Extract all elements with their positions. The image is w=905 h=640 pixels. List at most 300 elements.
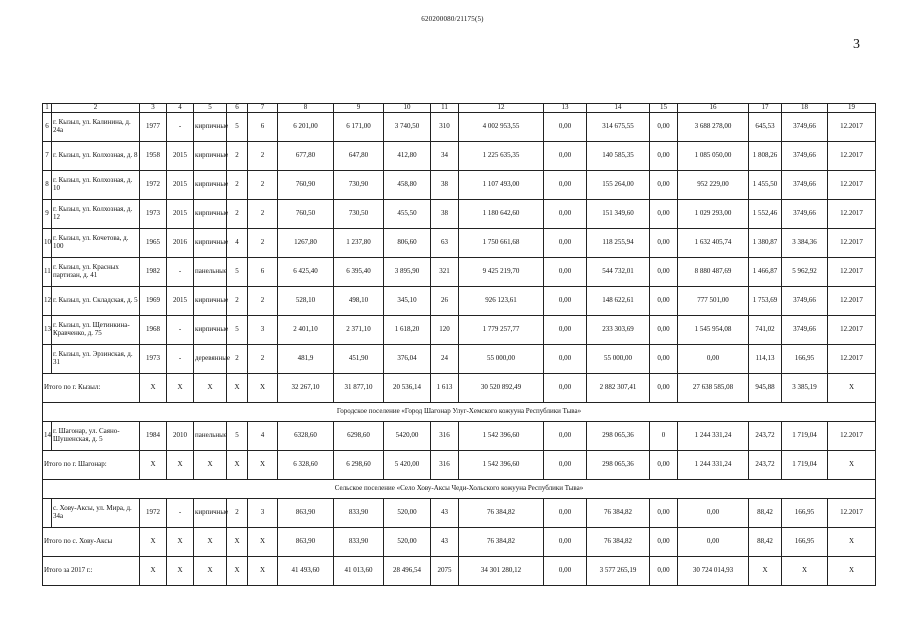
page-number: 3 xyxy=(853,37,860,52)
total-cell: 6 298,60 xyxy=(334,451,384,480)
column-number: 5 xyxy=(194,104,227,113)
table-cell: 1 085 050,00 xyxy=(678,142,749,171)
table-cell: 481,9 xyxy=(278,345,334,374)
total-cell: 3 385,19 xyxy=(782,374,828,403)
table-cell: 0,00 xyxy=(544,200,587,229)
table-cell: 2 xyxy=(227,142,248,171)
total-cell: 76 384,82 xyxy=(587,528,650,557)
address-cell: г. Кызыл, ул. Калинина, д. 24а xyxy=(52,113,140,142)
housing-table xyxy=(42,103,876,586)
total-cell: 0,00 xyxy=(650,557,678,586)
table-cell: 455,50 xyxy=(384,200,431,229)
table-row xyxy=(43,258,876,287)
table-cell: 1972 xyxy=(140,171,167,200)
total-cell: X xyxy=(167,557,194,586)
total-cell: 0,00 xyxy=(650,528,678,557)
table-cell: 148 622,61 xyxy=(587,287,650,316)
row-number: 10 xyxy=(43,229,52,258)
total-cell: X xyxy=(248,374,278,403)
table-cell: 2 xyxy=(227,171,248,200)
total-cell: 0,00 xyxy=(544,528,587,557)
table-cell: 1 107 493,00 xyxy=(459,171,544,200)
table-cell: 2010 xyxy=(167,422,194,451)
table-cell: 0,00 xyxy=(544,422,587,451)
table-cell: 316 xyxy=(431,422,459,451)
table-cell: 1 753,69 xyxy=(749,287,782,316)
table-cell: 4 xyxy=(227,229,248,258)
table-cell: 1267,80 xyxy=(278,229,334,258)
column-number: 17 xyxy=(749,104,782,113)
table-cell: 4 xyxy=(248,422,278,451)
table-cell: 741,02 xyxy=(749,316,782,345)
section-header-row xyxy=(43,480,876,499)
column-number: 13 xyxy=(544,104,587,113)
total-cell: X xyxy=(248,451,278,480)
table-cell: 0 xyxy=(650,422,678,451)
total-cell: 316 xyxy=(431,451,459,480)
total-cell: X xyxy=(167,451,194,480)
table-cell: 1969 xyxy=(140,287,167,316)
table-cell: 520,00 xyxy=(384,499,431,528)
table-cell: 8 880 487,69 xyxy=(678,258,749,287)
total-cell: 30 520 892,49 xyxy=(459,374,544,403)
table-cell: 498,10 xyxy=(334,287,384,316)
table-cell: - xyxy=(167,316,194,345)
table-cell: 6328,60 xyxy=(278,422,334,451)
table-cell: 12.2017 xyxy=(828,171,876,200)
total-cell: 0,00 xyxy=(544,374,587,403)
address-cell: г. Кызыл, ул. Колхозная, д. 10 xyxy=(52,171,140,200)
total-cell: 28 496,54 xyxy=(384,557,431,586)
table-cell: 55 000,00 xyxy=(587,345,650,374)
table-cell: 38 xyxy=(431,171,459,200)
table-cell: 1 380,87 xyxy=(749,229,782,258)
table-cell: 0,00 xyxy=(544,287,587,316)
total-cell: X xyxy=(140,451,167,480)
row-number: 13 xyxy=(43,316,52,345)
document-id: 620200080/21175(5) xyxy=(421,15,484,23)
table-cell: 1968 xyxy=(140,316,167,345)
table-cell: кирпичные xyxy=(194,316,227,345)
table-cell: 12.2017 xyxy=(828,499,876,528)
total-row xyxy=(43,374,876,403)
table-cell: 2 xyxy=(248,171,278,200)
table-cell: 777 501,00 xyxy=(678,287,749,316)
table-cell: 3 688 278,00 xyxy=(678,113,749,142)
table-cell: 0,00 xyxy=(650,171,678,200)
table-cell: 76 384,82 xyxy=(587,499,650,528)
table-cell: 38 xyxy=(431,200,459,229)
table-cell: 0,00 xyxy=(544,499,587,528)
column-number-row xyxy=(43,104,876,113)
table-cell: 1973 xyxy=(140,200,167,229)
table-cell: 6 201,00 xyxy=(278,113,334,142)
table-cell: 2 xyxy=(248,200,278,229)
total-cell: 166,95 xyxy=(782,528,828,557)
table-cell: 1 237,80 xyxy=(334,229,384,258)
table-cell: 310 xyxy=(431,113,459,142)
table-cell: 730,50 xyxy=(334,200,384,229)
section-title: Городское поселение «Город Шагонар Улуг-Хемского кожууна Республики Тыва» xyxy=(43,403,876,422)
table-cell: 0,00 xyxy=(678,345,749,374)
table-cell: кирпичные xyxy=(194,142,227,171)
table-row xyxy=(43,422,876,451)
total-cell: 298 065,36 xyxy=(587,451,650,480)
table-cell: 151 349,60 xyxy=(587,200,650,229)
total-cell: X xyxy=(140,557,167,586)
table-cell: 3 895,90 xyxy=(384,258,431,287)
table-cell: кирпичные xyxy=(194,499,227,528)
table-cell: 0,00 xyxy=(650,229,678,258)
table-cell: 458,80 xyxy=(384,171,431,200)
table-cell: 1 029 293,00 xyxy=(678,200,749,229)
table-cell: 12.2017 xyxy=(828,200,876,229)
table-cell: 3749,66 xyxy=(782,142,828,171)
total-label: Итого за 2017 г.: xyxy=(43,557,140,586)
table-cell: 1 545 954,08 xyxy=(678,316,749,345)
table-cell: 1973 xyxy=(140,345,167,374)
column-number: 2 xyxy=(52,104,140,113)
table-cell: 647,80 xyxy=(334,142,384,171)
total-cell: 1 719,04 xyxy=(782,451,828,480)
table-cell: 6 xyxy=(248,258,278,287)
column-number: 12 xyxy=(459,104,544,113)
row-number: 11 xyxy=(43,258,52,287)
total-cell: X xyxy=(227,528,248,557)
table-cell: 0,00 xyxy=(650,316,678,345)
total-cell: 41 493,60 xyxy=(278,557,334,586)
table-cell: 544 732,01 xyxy=(587,258,650,287)
table-cell: 298 065,36 xyxy=(587,422,650,451)
table-cell: 3 740,50 xyxy=(384,113,431,142)
table-cell: 0,00 xyxy=(544,316,587,345)
address-cell: г. Шагонар, ул. Саяно-Шушенская, д. 5 xyxy=(52,422,140,451)
total-label: Итого по с. Хову-Аксы xyxy=(43,528,140,557)
table-cell: 760,90 xyxy=(278,171,334,200)
address-cell: г. Кызыл, ул. Колхозная, д. 8 xyxy=(52,142,140,171)
table-cell: 1 180 642,60 xyxy=(459,200,544,229)
total-row xyxy=(43,528,876,557)
table-cell: 2 xyxy=(248,142,278,171)
table-cell: 5420,00 xyxy=(384,422,431,451)
table-cell: 12.2017 xyxy=(828,229,876,258)
table-cell: 120 xyxy=(431,316,459,345)
row-number xyxy=(43,499,52,528)
table-cell: 5 xyxy=(227,316,248,345)
table-cell: 2 xyxy=(227,499,248,528)
total-cell: 863,90 xyxy=(278,528,334,557)
table-cell: 1982 xyxy=(140,258,167,287)
table-cell: 12.2017 xyxy=(828,258,876,287)
table-cell: 0,00 xyxy=(544,171,587,200)
table-cell: 88,42 xyxy=(749,499,782,528)
table-cell: 2 xyxy=(248,287,278,316)
column-number: 15 xyxy=(650,104,678,113)
total-cell: 32 267,10 xyxy=(278,374,334,403)
table-row xyxy=(43,345,876,374)
table-cell: 6 395,40 xyxy=(334,258,384,287)
total-label: Итого по г. Кызыл: xyxy=(43,374,140,403)
table-row xyxy=(43,171,876,200)
table-cell: 0,00 xyxy=(650,258,678,287)
total-cell: 3 577 265,19 xyxy=(587,557,650,586)
table-cell: 730,90 xyxy=(334,171,384,200)
total-cell: X xyxy=(749,557,782,586)
address-cell: с. Хову-Аксы, ул. Мира, д. 34а xyxy=(52,499,140,528)
total-cell: 243,72 xyxy=(749,451,782,480)
table-cell: 1977 xyxy=(140,113,167,142)
table-cell: 1 542 396,60 xyxy=(459,422,544,451)
table-cell: 2 xyxy=(227,345,248,374)
table-cell: 1 719,04 xyxy=(782,422,828,451)
table-cell: 166,95 xyxy=(782,345,828,374)
column-number: 7 xyxy=(248,104,278,113)
column-number: 3 xyxy=(140,104,167,113)
total-cell: 1 542 396,60 xyxy=(459,451,544,480)
total-cell: X xyxy=(828,451,876,480)
table-cell: 0,00 xyxy=(678,499,749,528)
table-row xyxy=(43,142,876,171)
table-cell: 4 002 953,55 xyxy=(459,113,544,142)
table-cell: 76 384,82 xyxy=(459,499,544,528)
table-cell: 3749,66 xyxy=(782,113,828,142)
table-cell: 26 xyxy=(431,287,459,316)
table-cell: 12.2017 xyxy=(828,345,876,374)
total-cell: X xyxy=(167,374,194,403)
total-cell: 0,00 xyxy=(544,451,587,480)
total-cell: X xyxy=(140,374,167,403)
column-number: 18 xyxy=(782,104,828,113)
table-cell: 1965 xyxy=(140,229,167,258)
table-cell: 677,80 xyxy=(278,142,334,171)
table-cell: 43 xyxy=(431,499,459,528)
table-cell: 2015 xyxy=(167,287,194,316)
section-header-row xyxy=(43,403,876,422)
total-cell: 833,90 xyxy=(334,528,384,557)
table-cell: - xyxy=(167,113,194,142)
table-cell: 3 xyxy=(248,499,278,528)
table-cell: 9 425 219,70 xyxy=(459,258,544,287)
section-title: Сельское поселение «Село Хову-Аксы Чеди-Хольского кожууна Республики Тыва» xyxy=(43,480,876,499)
table-cell: кирпичные xyxy=(194,287,227,316)
total-cell: 945,88 xyxy=(749,374,782,403)
table-cell: 926 123,61 xyxy=(459,287,544,316)
total-cell: 41 013,60 xyxy=(334,557,384,586)
column-number: 19 xyxy=(828,104,876,113)
table-cell: 2 xyxy=(248,345,278,374)
total-cell: X xyxy=(227,451,248,480)
table-cell: 34 xyxy=(431,142,459,171)
total-cell: 0,00 xyxy=(544,557,587,586)
column-number: 4 xyxy=(167,104,194,113)
address-cell: г. Кызыл, ул. Колхозная, д. 12 xyxy=(52,200,140,229)
table-cell: 0,00 xyxy=(544,345,587,374)
table-cell: 345,10 xyxy=(384,287,431,316)
table-cell: 2015 xyxy=(167,171,194,200)
table-cell: 760,50 xyxy=(278,200,334,229)
address-cell: г. Кызыл, ул. Кочетова, д. 100 xyxy=(52,229,140,258)
table-body xyxy=(43,104,876,586)
table-cell: 2 401,10 xyxy=(278,316,334,345)
total-cell: X xyxy=(782,557,828,586)
total-cell: 20 536,14 xyxy=(384,374,431,403)
table-cell: - xyxy=(167,258,194,287)
total-cell: 31 877,10 xyxy=(334,374,384,403)
total-cell: X xyxy=(167,528,194,557)
total-cell: 5 420,00 xyxy=(384,451,431,480)
table-cell: 2 xyxy=(227,287,248,316)
total-cell: 88,42 xyxy=(749,528,782,557)
table-cell: - xyxy=(167,345,194,374)
total-cell: X xyxy=(828,557,876,586)
table-row xyxy=(43,499,876,528)
table-cell: 1 808,26 xyxy=(749,142,782,171)
table-row xyxy=(43,200,876,229)
total-cell: 43 xyxy=(431,528,459,557)
total-cell: X xyxy=(140,528,167,557)
table-cell: 451,90 xyxy=(334,345,384,374)
table-cell: 233 303,69 xyxy=(587,316,650,345)
table-cell: 5 xyxy=(227,113,248,142)
total-cell: 0,00 xyxy=(650,374,678,403)
table-cell: 0,00 xyxy=(544,258,587,287)
row-number xyxy=(43,345,52,374)
table-cell: 6 171,00 xyxy=(334,113,384,142)
table-cell: 2016 xyxy=(167,229,194,258)
table-cell: 6 425,40 xyxy=(278,258,334,287)
table-cell: 645,53 xyxy=(749,113,782,142)
total-cell: X xyxy=(227,374,248,403)
table-cell: 3 xyxy=(248,316,278,345)
table-row xyxy=(43,287,876,316)
address-cell: г. Кызыл, ул. Эрзинская, д. 31 xyxy=(52,345,140,374)
table-cell: 2 371,10 xyxy=(334,316,384,345)
table-cell: 0,00 xyxy=(650,345,678,374)
total-cell: 34 301 280,12 xyxy=(459,557,544,586)
table-cell: 528,10 xyxy=(278,287,334,316)
total-cell: 0,00 xyxy=(650,451,678,480)
table-cell: 118 255,94 xyxy=(587,229,650,258)
table-cell: 114,13 xyxy=(749,345,782,374)
table-cell: 2015 xyxy=(167,142,194,171)
table-cell: деревянные xyxy=(194,345,227,374)
table-cell: 55 000,00 xyxy=(459,345,544,374)
table-cell: 3749,66 xyxy=(782,171,828,200)
table-cell: 243,72 xyxy=(749,422,782,451)
column-number: 6 xyxy=(227,104,248,113)
total-cell: X xyxy=(194,374,227,403)
total-cell: 2075 xyxy=(431,557,459,586)
row-number: 9 xyxy=(43,200,52,229)
total-row xyxy=(43,451,876,480)
total-cell: X xyxy=(194,451,227,480)
address-cell: г. Кызыл, ул. Складская, д. 5 xyxy=(52,287,140,316)
total-cell: 76 384,82 xyxy=(459,528,544,557)
table-cell: 2 xyxy=(248,229,278,258)
table-cell: 5 962,92 xyxy=(782,258,828,287)
table-cell: 24 xyxy=(431,345,459,374)
table-cell: 5 xyxy=(227,258,248,287)
table-cell: 1 455,50 xyxy=(749,171,782,200)
table-cell: 1 750 661,68 xyxy=(459,229,544,258)
address-cell: г. Кызыл, ул. Красных партизан, д. 41 xyxy=(52,258,140,287)
table-cell: 1 632 405,74 xyxy=(678,229,749,258)
table-cell: панельные xyxy=(194,422,227,451)
total-cell: X xyxy=(227,557,248,586)
table-cell: 0,00 xyxy=(544,229,587,258)
column-number: 9 xyxy=(334,104,384,113)
table-cell: 0,00 xyxy=(544,142,587,171)
table-cell: 376,04 xyxy=(384,345,431,374)
column-number: 14 xyxy=(587,104,650,113)
table-cell: 0,00 xyxy=(650,287,678,316)
row-number: 6 xyxy=(43,113,52,142)
total-cell: 1 613 xyxy=(431,374,459,403)
table-cell: 321 xyxy=(431,258,459,287)
total-cell: X xyxy=(194,557,227,586)
table-cell: 1 618,20 xyxy=(384,316,431,345)
table-cell: 1 225 635,35 xyxy=(459,142,544,171)
table-cell: кирпичные xyxy=(194,200,227,229)
table-cell: 166,95 xyxy=(782,499,828,528)
table-cell: 3 384,36 xyxy=(782,229,828,258)
table-cell: кирпичные xyxy=(194,171,227,200)
table-cell: 3749,66 xyxy=(782,316,828,345)
table-cell: 5 xyxy=(227,422,248,451)
column-number: 16 xyxy=(678,104,749,113)
table-cell: 1 466,87 xyxy=(749,258,782,287)
table-cell: 63 xyxy=(431,229,459,258)
total-cell: 1 244 331,24 xyxy=(678,451,749,480)
table-cell: 952 229,00 xyxy=(678,171,749,200)
column-number: 1 xyxy=(43,104,52,113)
table-cell: 12.2017 xyxy=(828,113,876,142)
column-number: 10 xyxy=(384,104,431,113)
table-cell: кирпичные xyxy=(194,229,227,258)
total-row xyxy=(43,557,876,586)
row-number: 8 xyxy=(43,171,52,200)
table-cell: 6 xyxy=(248,113,278,142)
table-cell: 0,00 xyxy=(650,200,678,229)
table-cell: 6298,60 xyxy=(334,422,384,451)
total-cell: 520,00 xyxy=(384,528,431,557)
total-label: Итого по г. Шагонар: xyxy=(43,451,140,480)
table-cell: панельные xyxy=(194,258,227,287)
table-row xyxy=(43,316,876,345)
table-cell: 155 264,00 xyxy=(587,171,650,200)
table-row xyxy=(43,113,876,142)
table-cell: 2015 xyxy=(167,200,194,229)
table-cell: 3749,66 xyxy=(782,200,828,229)
table-cell: 1958 xyxy=(140,142,167,171)
total-cell: X xyxy=(248,528,278,557)
total-cell: 2 882 307,41 xyxy=(587,374,650,403)
total-cell: 30 724 014,93 xyxy=(678,557,749,586)
total-cell: 27 638 585,08 xyxy=(678,374,749,403)
table-cell: 0,00 xyxy=(544,113,587,142)
table-cell: 412,80 xyxy=(384,142,431,171)
total-cell: X xyxy=(828,374,876,403)
table-cell: кирпичные xyxy=(194,113,227,142)
table-cell: 806,60 xyxy=(384,229,431,258)
table-cell: 1 552,46 xyxy=(749,200,782,229)
row-number: 7 xyxy=(43,142,52,171)
table-cell: 140 585,35 xyxy=(587,142,650,171)
table-cell: - xyxy=(167,499,194,528)
table-cell: 863,90 xyxy=(278,499,334,528)
total-cell: X xyxy=(248,557,278,586)
row-number: 14 xyxy=(43,422,52,451)
